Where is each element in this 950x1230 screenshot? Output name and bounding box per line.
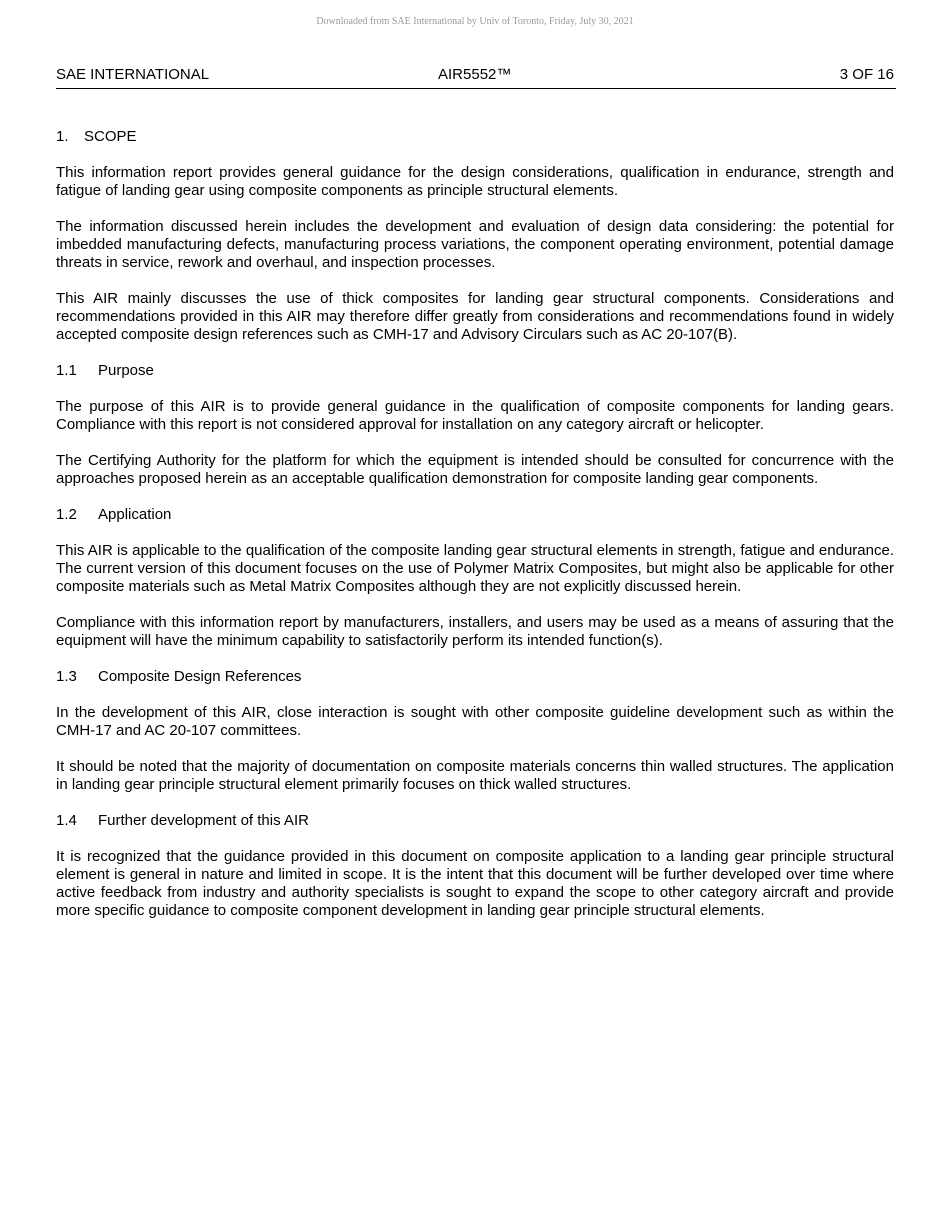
paragraph: The Certifying Authority for the platform for which the equipment is intended should be consulted for concurrence with the approaches proposed herein as an acceptable qualification demonstration for composite landing gear components. xyxy=(56,452,894,487)
section-number: 1.2 xyxy=(56,506,77,523)
section-heading-composite-design-references xyxy=(56,668,894,686)
section-heading-further-development xyxy=(56,812,894,830)
header-document-id: AIR5552™ xyxy=(438,66,512,83)
document-body xyxy=(56,128,894,938)
section-heading-application xyxy=(56,506,894,524)
section-title: Further development of this AIR xyxy=(98,812,309,829)
section-title: Composite Design References xyxy=(98,668,302,685)
paragraph: The purpose of this AIR is to provide general guidance in the qualification of composite components for landing gears. Compliance with this report is not considered approval for installation on any category aircraft or helicopter. xyxy=(56,398,894,433)
paragraph: This information report provides general guidance for the design considerations, qualification in endurance, strength and fatigue of landing gear using composite components as principle structural elements. xyxy=(56,164,894,199)
section-title: Purpose xyxy=(98,362,154,379)
section-number: 1.1 xyxy=(56,362,77,379)
paragraph: It is recognized that the guidance provided in this document on composite application to a landing gear principle structural element is general in nature and limited in scope. It is the intent that this document will be further developed over time where active feedback from industry and authority specialists is sought to expand the scope to other category aircraft and provide more specific guidance to composite component development in landing gear principle structural elements. xyxy=(56,848,894,919)
section-title: SCOPE xyxy=(84,128,137,145)
download-watermark: Downloaded from SAE International by Univ of Toronto, Friday, July 30, 2021 xyxy=(316,16,634,27)
paragraph: The information discussed herein includes the development and evaluation of design data considering: the potential for imbedded manufacturing defects, manufacturing process variations, the component operating environment, potential damage threats in service, rework and overhaul, and inspection processes. xyxy=(56,218,894,271)
paragraph: This AIR is applicable to the qualification of the composite landing gear structural elements in strength, fatigue and endurance. The current version of this document focuses on the use of Polymer Matrix Composites, but might also be applicable for other composite materials such as Metal Matrix Composites although they are not explicitly discussed herein. xyxy=(56,542,894,595)
section-number: 1. xyxy=(56,128,69,145)
section-number: 1.4 xyxy=(56,812,77,829)
section-heading-purpose xyxy=(56,362,894,380)
section-heading-scope xyxy=(56,128,894,146)
paragraph: In the development of this AIR, close interaction is sought with other composite guideline development such as within the CMH-17 and AC 20-107 committees. xyxy=(56,704,894,739)
page-header xyxy=(56,66,896,89)
paragraph: This AIR mainly discusses the use of thick composites for landing gear structural components. Considerations and recommendations provided in this AIR may therefore differ greatly from considerations and recommendations found in widely accepted composite design references such as CMH-17 and Advisory Circulars such as AC 20-107(B). xyxy=(56,290,894,343)
section-number: 1.3 xyxy=(56,668,77,685)
paragraph: It should be noted that the majority of documentation on composite materials concerns thin walled structures. The application in landing gear principle structural element primarily focuses on thick walled structures. xyxy=(56,758,894,793)
header-organization: SAE INTERNATIONAL xyxy=(56,66,210,83)
section-title: Application xyxy=(98,506,172,523)
paragraph: Compliance with this information report by manufacturers, installers, and users may be used as a means of assuring that the equipment will have the minimum capability to satisfactorily perform its intended function(s). xyxy=(56,614,894,649)
header-page-number: 3 OF 16 xyxy=(839,66,894,83)
